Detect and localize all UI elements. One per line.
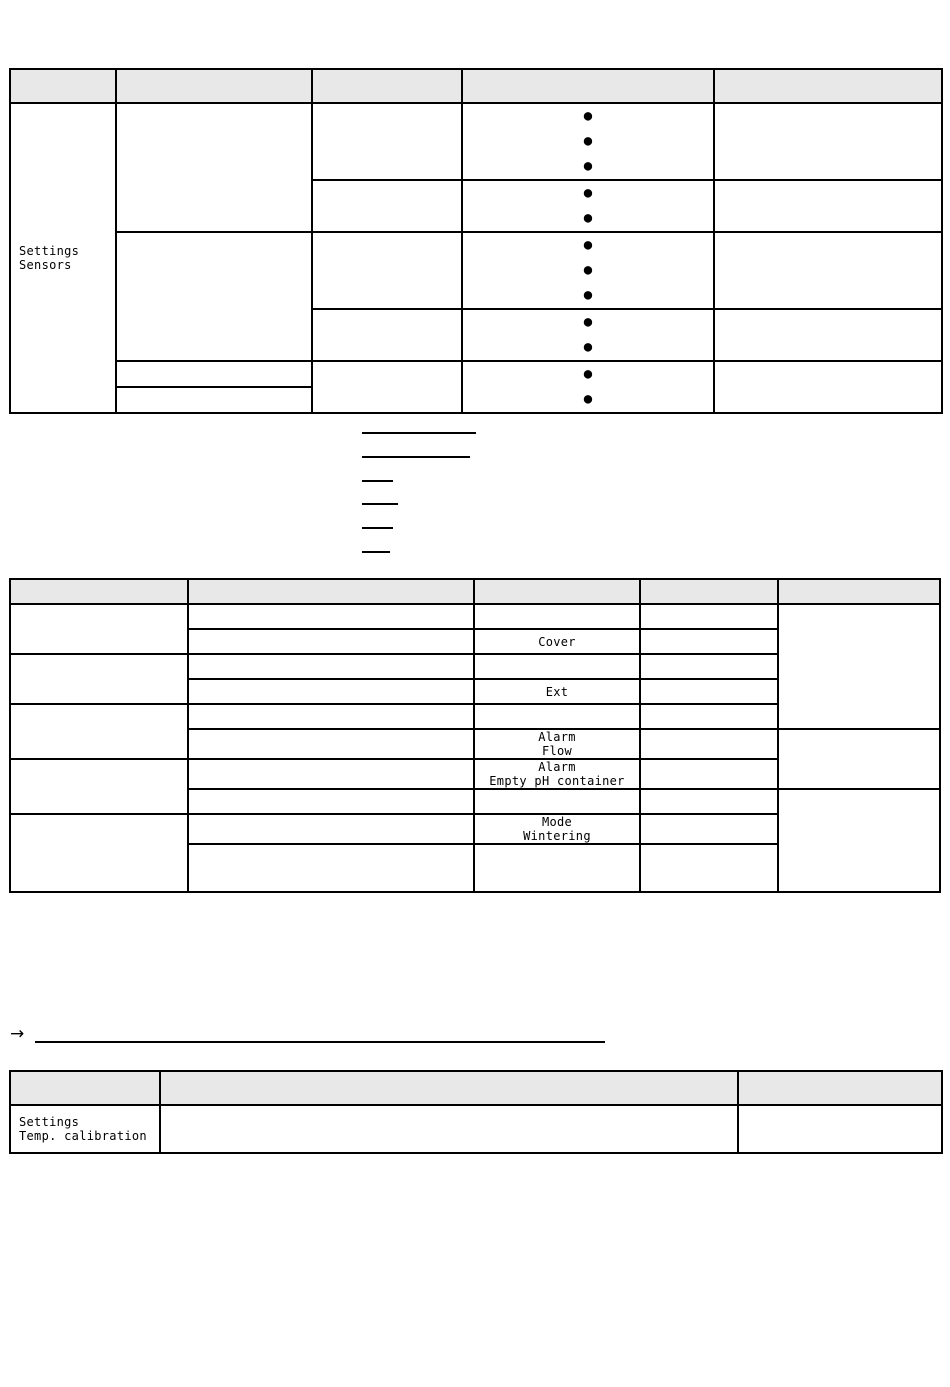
- bullet-icon: ●: [583, 133, 593, 149]
- table-cell: [714, 180, 942, 232]
- bullet-icon: ●: [583, 339, 593, 355]
- header-cell: [116, 69, 312, 103]
- table-cell: [474, 604, 640, 629]
- bullet-cell: [462, 232, 714, 309]
- bullet-icon: ●: [583, 366, 593, 382]
- table-cell: [474, 844, 640, 892]
- bullet-cell: [462, 309, 714, 361]
- table-row: [10, 361, 942, 387]
- menu-path-line: Sensors: [19, 258, 72, 272]
- table-cell: [160, 1105, 738, 1153]
- table-cell: [188, 844, 474, 892]
- header-cell: [640, 579, 778, 604]
- header-cell: [462, 69, 714, 103]
- bullet-cell: [462, 103, 714, 180]
- bullet-icon: ●: [583, 237, 593, 253]
- table-cell: [714, 232, 942, 309]
- table-cell: [10, 654, 188, 704]
- header-cell: [160, 1071, 738, 1105]
- table-cell: [474, 789, 640, 814]
- table-cell: [116, 361, 312, 387]
- arrow-icon: →: [10, 1024, 25, 1044]
- table-cell: [714, 361, 942, 413]
- display-text-cell: [474, 814, 640, 844]
- table-cell: [640, 604, 778, 629]
- table-cell: [640, 679, 778, 704]
- display-text-cell: [474, 729, 640, 759]
- table-cell: [640, 729, 778, 759]
- header-cell: [778, 579, 940, 604]
- table-row: [10, 1105, 942, 1153]
- table-cell: [188, 704, 474, 729]
- header-cell: [474, 579, 640, 604]
- table-row: [10, 604, 940, 629]
- table-cell: [116, 232, 312, 361]
- table-cell: [714, 103, 942, 180]
- bullet-icon: ●: [583, 262, 593, 278]
- sensors-table: [9, 68, 943, 414]
- bullet-icon: ●: [583, 210, 593, 226]
- table-cell: [10, 759, 188, 814]
- menu-path-cell: [10, 1105, 160, 1153]
- header-cell: [714, 69, 942, 103]
- alarms-table-header: [10, 579, 940, 604]
- calibration-table-header: [10, 1071, 942, 1105]
- display-text-line: Mode: [541, 815, 573, 829]
- header-cell: [10, 579, 188, 604]
- table-cell: [312, 361, 462, 413]
- table-cell: [312, 180, 462, 232]
- display-text-line: Alarm: [538, 730, 576, 744]
- bullet-cell: [462, 180, 714, 232]
- table-cell: [714, 309, 942, 361]
- display-text-cell: [474, 629, 640, 654]
- table-cell: [640, 789, 778, 814]
- table-cell: [640, 654, 778, 679]
- table-cell: [738, 1105, 942, 1153]
- bullet-icon: ●: [583, 158, 593, 174]
- table-cell: [188, 604, 474, 629]
- calibration-table: [9, 1070, 943, 1154]
- display-text-cell: [474, 759, 640, 789]
- menu-path-cell: [10, 103, 116, 413]
- bullet-icon: ●: [583, 287, 593, 303]
- bullet-icon: ●: [583, 185, 593, 201]
- blank-underline: [362, 527, 393, 529]
- table-cell: [10, 814, 188, 892]
- table-cell: [10, 604, 188, 654]
- display-text-line: Ext: [545, 684, 569, 699]
- blank-underline: [362, 503, 398, 505]
- table-row: [10, 232, 942, 309]
- bullet-icon: ●: [583, 314, 593, 330]
- menu-path-line: Settings: [19, 244, 80, 258]
- table-cell: [778, 729, 940, 789]
- display-text-line: Alarm: [538, 760, 576, 774]
- table-cell: [188, 629, 474, 654]
- table-cell: [778, 789, 940, 892]
- blank-underline: [362, 432, 476, 434]
- table-cell: [640, 629, 778, 654]
- table-cell: [640, 759, 778, 789]
- sensors-table-header: [10, 69, 942, 103]
- header-cell: [188, 579, 474, 604]
- display-text-line: Empty pH container: [489, 774, 625, 788]
- header-cell: [10, 1071, 160, 1105]
- table-cell: [312, 309, 462, 361]
- table-cell: [640, 844, 778, 892]
- header-cell: [10, 69, 116, 103]
- alarms-table: [9, 578, 941, 893]
- header-cell: [738, 1071, 942, 1105]
- bullet-icon: ●: [583, 108, 593, 124]
- display-text-line: Flow: [541, 744, 573, 758]
- table-cell: [188, 679, 474, 704]
- table-cell: [116, 103, 312, 232]
- display-text-cell: [474, 679, 640, 704]
- table-cell: [188, 789, 474, 814]
- table-cell: [312, 232, 462, 309]
- table-cell: [188, 654, 474, 679]
- bullet-icon: ●: [583, 391, 593, 407]
- table-row: [10, 103, 942, 180]
- display-text-line: Wintering: [523, 829, 591, 843]
- menu-path-line: Temp. calibration: [19, 1129, 147, 1143]
- table-cell: [312, 103, 462, 180]
- bullet-cell: [462, 361, 714, 413]
- table-cell: [188, 814, 474, 844]
- table-cell: [188, 729, 474, 759]
- menu-path-line: Settings: [19, 1115, 80, 1129]
- table-cell: [474, 704, 640, 729]
- display-text-line: Cover: [538, 634, 576, 649]
- table-cell: [116, 387, 312, 413]
- table-cell: [640, 814, 778, 844]
- blank-underline: [362, 551, 390, 553]
- table-cell: [640, 704, 778, 729]
- table-cell: [474, 654, 640, 679]
- table-cell: [10, 704, 188, 759]
- table-cell: [188, 759, 474, 789]
- blank-underline: [362, 480, 393, 482]
- blank-underline: [35, 1041, 605, 1043]
- blank-underline: [362, 456, 470, 458]
- header-cell: [312, 69, 462, 103]
- table-cell: [778, 604, 940, 729]
